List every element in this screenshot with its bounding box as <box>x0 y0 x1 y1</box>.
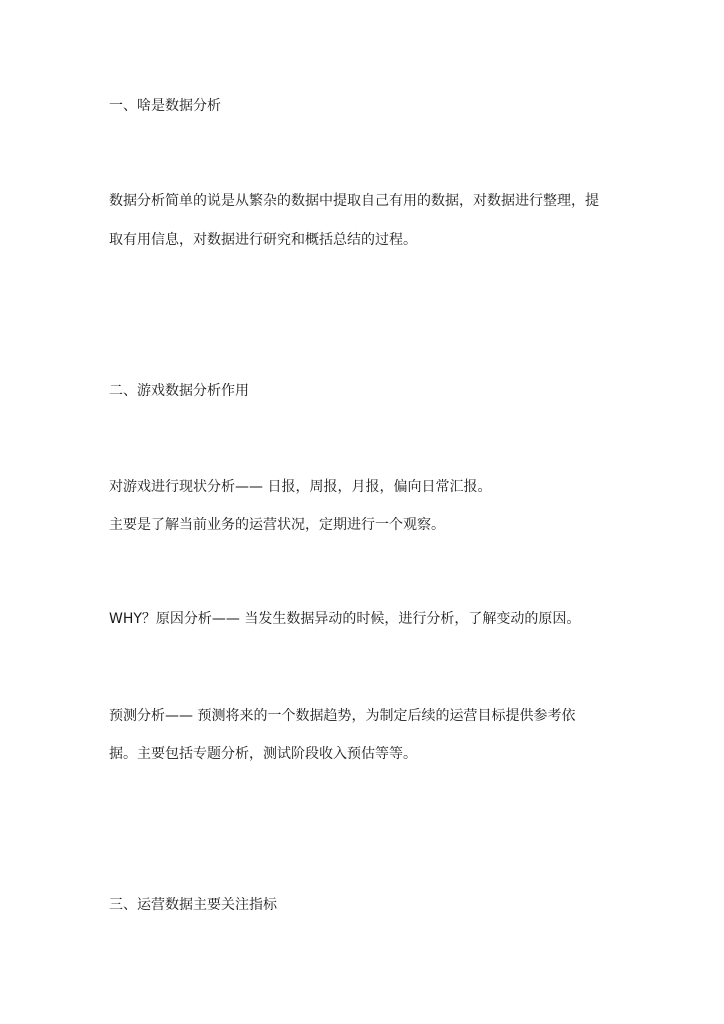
section-2-paragraph-1-line-2: 主要是了解当前业务的运营状况，定期进行一个观察。 <box>109 517 445 533</box>
section-2-heading: 二、游戏数据分析作用 <box>109 383 249 399</box>
section-2-paragraph-2-line-1: WHY？原因分析—— 当发生数据异动的时候，进行分析，了解变动的原因。 <box>109 611 581 627</box>
section-1-heading: 一、啥是数据分析 <box>109 98 221 114</box>
section-3-heading: 三、运营数据主要关注指标 <box>109 897 277 913</box>
section-2-paragraph-3-line-1: 预测分析—— 预测将来的一个数据趋势，为制定后续的运营目标提供参考依 <box>109 708 576 724</box>
section-1-paragraph-1-line-2: 取有用信息，对数据进行研究和概括总结的过程。 <box>109 232 417 248</box>
section-2-paragraph-1-line-1: 对游戏进行现状分析—— 日报，周报，月报，偏向日常汇报。 <box>109 479 492 495</box>
section-2-paragraph-3-line-2: 据。主要包括专题分析，测试阶段收入预估等等。 <box>109 746 417 762</box>
section-1-paragraph-1-line-1: 数据分析简单的说是从繁杂的数据中提取自己有用的数据，对数据进行整理，提 <box>109 193 599 209</box>
